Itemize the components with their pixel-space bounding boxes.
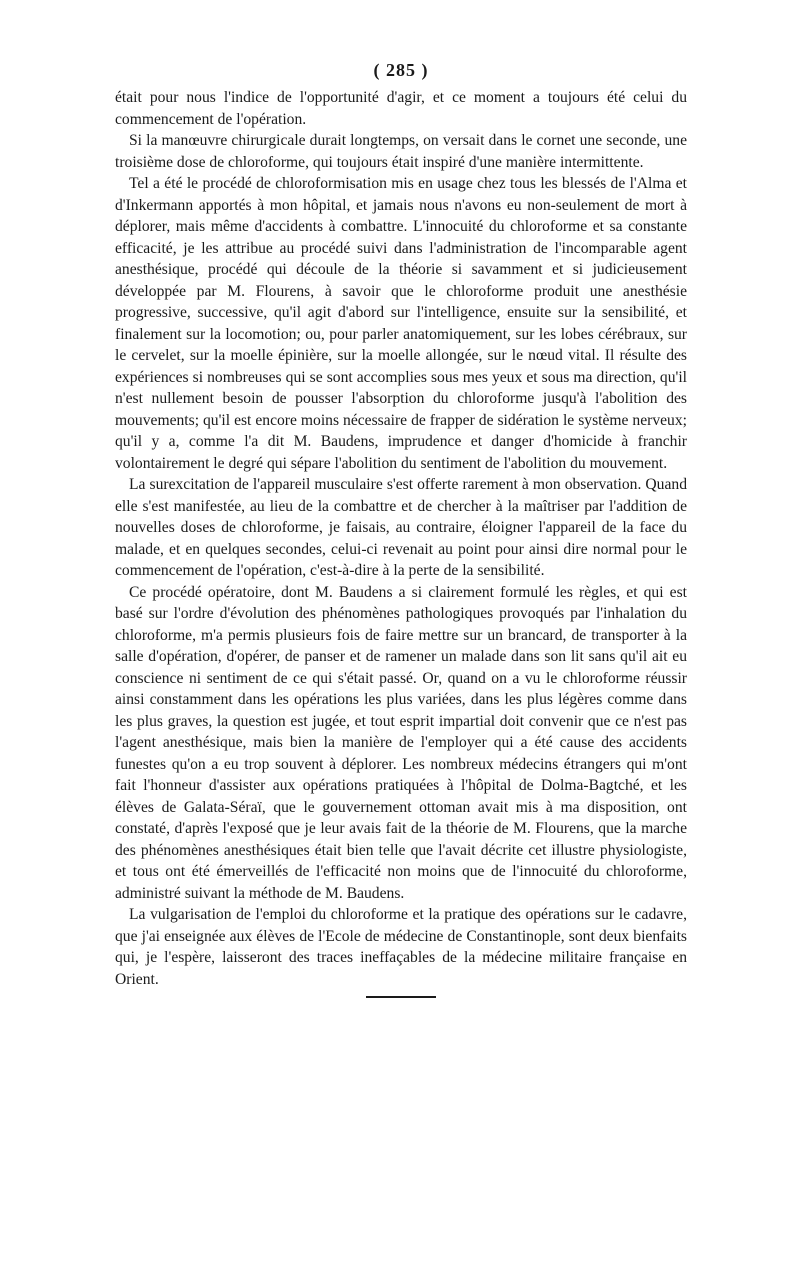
paragraph-4: La surexcitation de l'appareil musculaire s'est offerte rarement à mon observation. Quand elle s'est manifestée, au lieu de la combattre et de chercher à la maîtriser par l'addition de nouvelles doses de chloroforme, je faisais, au contraire, éloigner l'appareil de la face du malade, et en quelques secondes, celui-ci revenait au point pour ainsi dire normal pour le commencement de l'opération, c'est-à-dire à la perte de la sensibilité. <box>115 476 687 579</box>
paragraph-1: était pour nous l'indice de l'opportunité d'agir, et ce moment a toujours été celui du commencement de l'opération. <box>115 89 687 128</box>
paragraph-6: La vulgarisation de l'emploi du chloroforme et la pratique des opérations sur le cadavre, que j'ai enseignée aux élèves de l'Ecole de médecine de Constantinople, sont deux bienfaits qui, je l'espère, laisseront des traces ineffaçables de la médecine militaire française en Orient. <box>115 906 687 988</box>
paragraph-5: Ce procédé opératoire, dont M. Baudens a si clairement formulé les règles, et qui est basé sur l'ordre d'évolution des phénomènes pathologiques provoqués par l'inhalation du chloroforme, m'a permis plusieurs fois de faire mettre sur un brancard, de transporter à la salle d'opération, d'opérer, de panser et de ramener un malade dans son lit sans qu'il ait eu conscience ni sentiment de ce qui s'était passé. Or, quand on a vu le chloroforme réussir ainsi constamment dans les opérations les plus variées, dans les plus légères comme dans les plus graves, la question est jugée, et tout esprit impartial doit convenir que ce n'est pas l'agent anesthésique, mais bien la manière de l'employer qui a été cause des accidents funestes qu'on a eu trop souvent à déplorer. Les nombreux médecins étrangers qui m'ont fait l'honneur d'assister aux opérations pratiquées à l'hôpital de Dolma-Bagtché, et les élèves de Galata-Séraï, que le gouvernement ottoman avait mis à ma disposition, ont constaté, d'après l'exposé que je leur avais fait de la théorie de M. Flourens, que la marche des phénomènes anesthésiques était bien telle que l'avait décrite cet illustre physiologiste, et tous ont été émerveillés de l'efficacité non moins que de l'innocuité du chloroforme, administré suivant la méthode de M. Baudens. <box>115 583 687 902</box>
document-page <box>115 60 687 998</box>
page-number: ( 285 ) <box>373 60 429 80</box>
paragraph-2: Si la manœuvre chirurgicale durait longtemps, on versait dans le cornet une seconde, une troisième dose de chloroforme, qui toujours était inspiré d'une manière intermittente. <box>115 132 687 171</box>
paragraph-3: Tel a été le procédé de chloroformisation mis en usage chez tous les blessés de l'Alma et d'Inkermann apportés à mon hôpital, et jamais nous n'avons eu non-seulement de mort à déplorer, mais même d'accidents à combattre. L'innocuité du chloroforme et sa constante efficacité, je les attribue au procédé suivi dans l'administration de l'incomparable agent anesthésique, procédé qui découle de la théorie si savamment et si judicieusement développée par M. Flourens, à savoir que le chloroforme produit une anesthésie progressive, successive, qu'il agit d'abord sur l'intelligence, ensuite sur la sensibilité, et finalement sur la locomotion; ou, pour parler anatomiquement, sur les lobes cérébraux, sur le cervelet, sur la moelle épinière, sur la moelle allongée, sur le nœud vital. Il résulte des expériences si nombreuses qui se sont accomplies sous mes yeux et sous ma direction, qu'il n'est nullement besoin de pousser l'absorption du chloroforme jusqu'à l'abolition des mouvements; qu'il est encore moins nécessaire de frapper de sidération le système nerveux; qu'il y a, comme l'a dit M. Baudens, imprudence et danger d'homicide à franchir volontairement le degré qui sépare l'abolition du sentiment de l'abolition du mouvement. <box>115 175 687 472</box>
closing-rule <box>366 996 436 998</box>
